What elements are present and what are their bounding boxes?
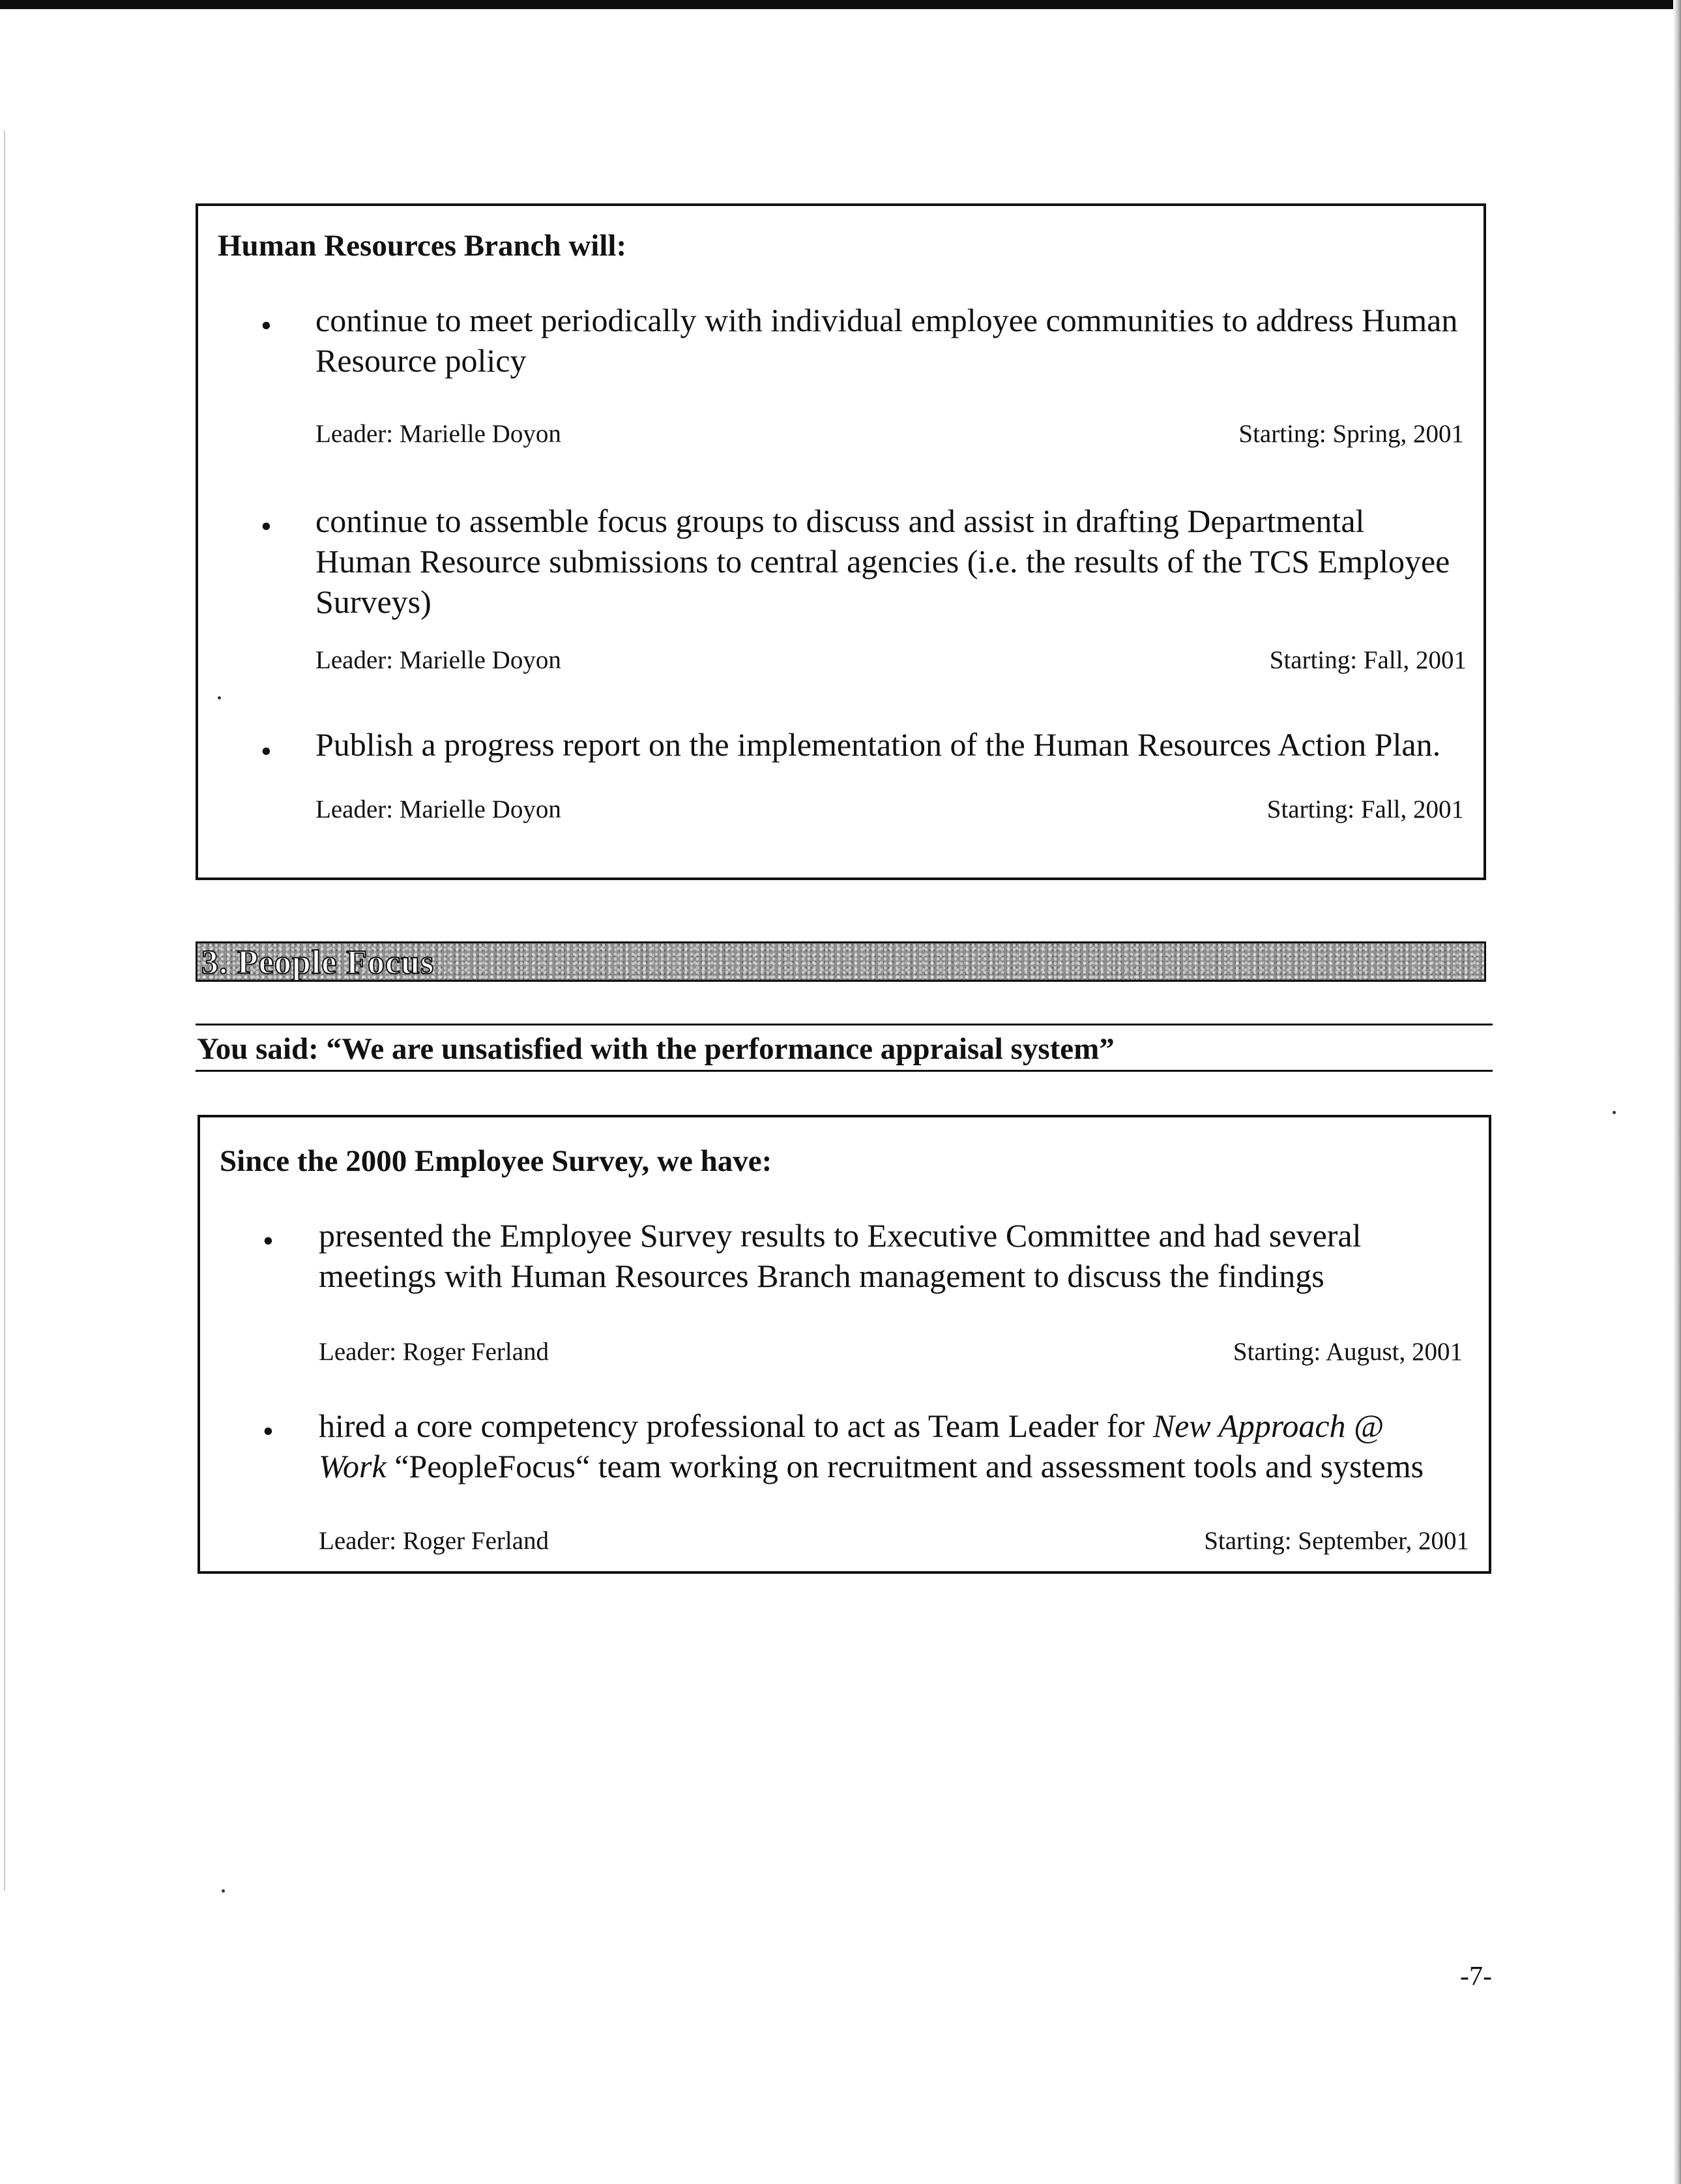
list-item-text: [315, 501, 1450, 622]
item-line: [319, 1406, 1424, 1446]
leader-text: Leader: Marielle Doyon: [315, 795, 561, 823]
section-header-bar: [196, 941, 1486, 982]
scan-speck: [1613, 1111, 1616, 1114]
starting-text: Starting: Spring, 2001: [1238, 420, 1464, 448]
list-item-text: [319, 1215, 1362, 1296]
scan-edge-top: [0, 0, 1681, 9]
item-text-italic: Work: [319, 1448, 387, 1484]
scan-edge-left: [4, 130, 5, 1891]
list-item-text: [319, 1406, 1424, 1486]
starting-text: Starting: Fall, 2001: [1266, 795, 1464, 823]
survey-actions-box: [197, 1115, 1491, 1574]
section-title: 3. People Focus: [201, 944, 435, 981]
scan-speck: [218, 696, 221, 700]
bullet-icon: •: [263, 1224, 274, 1258]
scan-speck: [222, 1889, 225, 1893]
leader-text: Leader: Marielle Doyon: [315, 646, 561, 674]
list-item-text: [315, 724, 1440, 765]
box-heading: Since the 2000 Employee Survey, we have:: [220, 1144, 772, 1178]
starting-text: Starting: August, 2001: [1233, 1338, 1463, 1366]
item-line: Resource policy: [315, 342, 527, 379]
leader-text: Leader: Roger Ferland: [319, 1527, 549, 1555]
leader-text: Leader: Marielle Doyon: [315, 420, 561, 448]
you-said-statement: You said: “We are unsatisfied with the performance appraisal system”: [197, 1032, 1115, 1066]
starting-text: Starting: September, 2001: [1204, 1527, 1469, 1555]
item-text-part: “PeopleFocus“ team working on recruitment and assessment tools and systems: [386, 1448, 1424, 1484]
item-line: continue to meet periodically with individual employee communities to address Human: [315, 302, 1458, 338]
starting-text: Starting: Fall, 2001: [1269, 646, 1467, 674]
bullet-icon: •: [261, 509, 272, 544]
item-text-part: hired a core competency professional to act as Team Leader for: [319, 1408, 1153, 1444]
page-number: -7-: [1460, 1962, 1492, 1992]
box-heading: Human Resources Branch will:: [218, 229, 627, 263]
item-line: Surveys): [315, 583, 431, 620]
item-line: continue to assemble focus groups to discuss and assist in drafting Departmental: [315, 503, 1365, 539]
item-line: Human Resource submissions to central agencies (i.e. the results of the TCS Employee: [315, 543, 1450, 580]
scan-edge-right: [1673, 0, 1681, 2184]
item-line: [319, 1446, 1424, 1486]
bullet-icon: •: [261, 308, 272, 343]
item-text-italic: New Approach @: [1152, 1408, 1384, 1444]
leader-text: Leader: Roger Ferland: [319, 1338, 549, 1366]
hr-branch-box: [196, 203, 1486, 880]
rule-bottom: [196, 1070, 1493, 1072]
bullet-icon: •: [261, 734, 272, 769]
bullet-icon: •: [263, 1414, 274, 1449]
list-item-text: [315, 300, 1457, 381]
item-line: meetings with Human Resources Branch management to discuss the findings: [319, 1258, 1324, 1294]
rule-top: [196, 1024, 1493, 1026]
item-line: Publish a progress report on the implementation of the Human Resources Action Plan.: [315, 726, 1441, 763]
item-line: presented the Employee Survey results to Executive Committee and had several: [319, 1217, 1362, 1254]
